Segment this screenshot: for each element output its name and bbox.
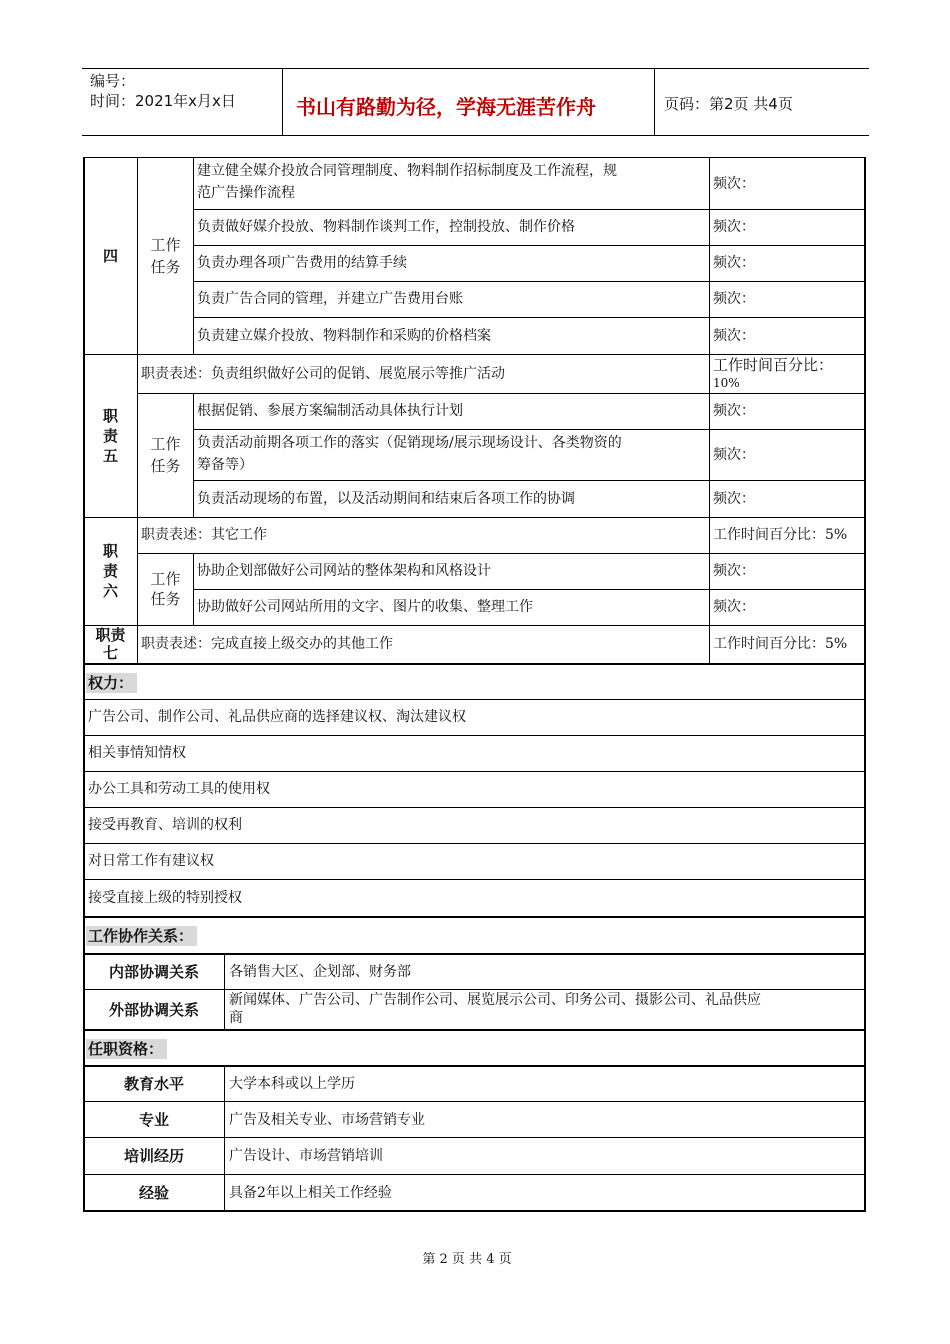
duty-4-task-1 [197,160,707,204]
authority-item: 广告公司、制作公司、礼品供应商的选择建议权、淘汰建议权 [88,709,466,725]
duty-5-task-3: 负责活动现场的布置，以及活动期间和结束后各项工作的协调 [197,490,575,507]
duty-5-task-2 [197,432,707,476]
duty-6-task-2: 协助做好公司网站所用的文字、图片的收集、整理工作 [197,599,533,615]
external-coordination-value [229,991,863,1027]
duty-label-char: 责 [102,426,118,445]
col-line [224,953,225,1029]
training-value: 广告设计、市场营销培训 [229,1148,383,1164]
header-top-rule [82,68,869,69]
duty-4-task-5: 负责建立媒介投放、物料制作和采购的价格档案 [197,327,491,344]
task-label-line: 工作 [150,235,181,254]
frequency-label: 频次： [713,327,755,344]
section-rule [83,663,866,665]
frequency-label: 频次： [713,490,755,507]
table-right-border [864,157,866,1211]
duty-6-label [84,517,137,625]
section-rule [83,916,866,918]
duty-4-label: 四 [102,246,118,265]
duty-4-task-2: 负责做好媒介投放、物料制作谈判工作，控制投放、制作价格 [197,219,575,235]
authority-item: 办公工具和劳动工具的使用权 [88,781,270,797]
qualification-title: 任职资格： [86,1039,167,1059]
duty-7-percent: 工作时间百分比：5% [713,636,848,652]
duty-4-task-3: 负责办理各项广告费用的结算手续 [197,255,407,271]
duty-label-char: 职 [102,542,118,560]
frequency-label: 频次： [713,599,755,615]
frequency-label: 频次： [713,291,755,307]
page-code: 页码：第2页 共4页 [664,95,793,113]
duty-label-char: 五 [102,446,118,465]
percent-text: 10% [713,376,740,390]
duty-label-char: 责 [102,562,118,580]
authority-title: 权力： [86,673,137,693]
duty-6-task-1: 协助企划部做好公司网站的整体架构和风格设计 [197,563,491,579]
task-text: 筹备等） [197,457,253,473]
external-coordination-label: 外部协调关系 [108,1000,199,1019]
document-date: 时间：2021年x月x日 [90,92,236,110]
duty-label-char: 六 [102,582,118,600]
duty-4-task-label [138,157,193,354]
header-divider [654,68,655,135]
duty-5-label [84,354,137,517]
page-footer [0,1248,950,1267]
internal-coordination-value: 各销售大区、企划部、财务部 [229,963,411,980]
duty-5-task-label [138,393,193,517]
experience-value: 具备2年以上相关工作经验 [229,1184,392,1201]
task-label-line: 工作 [150,435,181,453]
row-line [193,429,865,430]
header-divider [282,68,283,135]
experience-label: 经验 [138,1183,169,1202]
duty-label-char: 职 [102,406,118,425]
authority-item: 接受再教育、培训的权利 [88,817,242,833]
task-label-line: 工作 [150,570,181,588]
frequency-label: 频次： [713,219,755,235]
header-bottom-rule [82,135,869,136]
row-line [83,735,865,736]
education-value: 大学本科或以上学历 [229,1075,355,1092]
frequency-label: 频次： [713,176,755,192]
duty-6-percent: 工作时间百分比：5% [713,527,848,543]
task-label-line: 任务 [150,257,181,276]
task-text: 建立健全媒介投放合同管理制度、物料制作招标制度及工作流程，规 [197,163,617,179]
table-top-border [83,157,866,158]
authority-item: 相关事情知情权 [88,745,186,761]
frequency-label: 频次： [713,563,755,579]
task-text: 负责活动前期各项工作的落实（促销现场/展示现场设计、各类物资的 [197,435,622,451]
duty-6-task-label [138,553,193,625]
internal-coordination-label: 内部协调关系 [108,962,199,981]
duty-6-statement: 职责表述：其它工作 [141,527,267,543]
document-number-label: 编号： [90,72,136,90]
task-label-line: 任务 [150,457,181,475]
duty-label-char: 七 [102,644,118,662]
header-motto: 书山有路勤为径，学海无涯苦作舟 [296,95,596,119]
duty-7-label [84,625,137,663]
authority-item: 接受直接上级的特别授权 [88,889,242,906]
section-rule [83,1029,866,1031]
duty-4-task-4: 负责广告合同的管理，并建立广告费用台账 [197,291,463,307]
duty-label-char: 职责 [95,626,126,644]
duty-7-statement: 职责表述：完成直接上级交办的其他工作 [141,636,393,652]
duty-5-task-1: 根据促销、参展方案编制活动具体执行计划 [197,403,463,419]
major-value: 广告及相关专业、市场营销专业 [229,1111,425,1128]
col-line [709,157,710,663]
cooperation-title: 工作协作关系： [86,926,197,946]
percent-text: 工作时间百分比： [713,356,834,374]
task-text: 范广告操作流程 [197,185,295,201]
frequency-label: 频次： [713,446,755,463]
external-value-line: 商 [229,1010,243,1026]
duty-5-statement: 职责表述：负责组织做好公司的促销、展览展示等推广活动 [141,365,505,382]
table-bottom-border [83,1210,866,1212]
major-label: 专业 [138,1110,169,1129]
authority-item: 对日常工作有建议权 [88,853,214,869]
col-line [193,393,194,517]
col-line [224,1065,225,1210]
frequency-label: 频次： [713,255,755,271]
duty-5-percent [713,355,863,392]
frequency-label: 频次： [713,403,755,419]
task-label-line: 任务 [150,590,181,608]
page-number: 第 2 页 共 4 页 [422,1252,512,1267]
col-line [193,157,194,354]
external-value-line: 新闻媒体、广告公司、广告制作公司、展览展示公司、印务公司、摄影公司、礼品供应 [229,992,761,1008]
training-label: 培训经历 [123,1147,184,1165]
education-label: 教育水平 [123,1074,184,1093]
